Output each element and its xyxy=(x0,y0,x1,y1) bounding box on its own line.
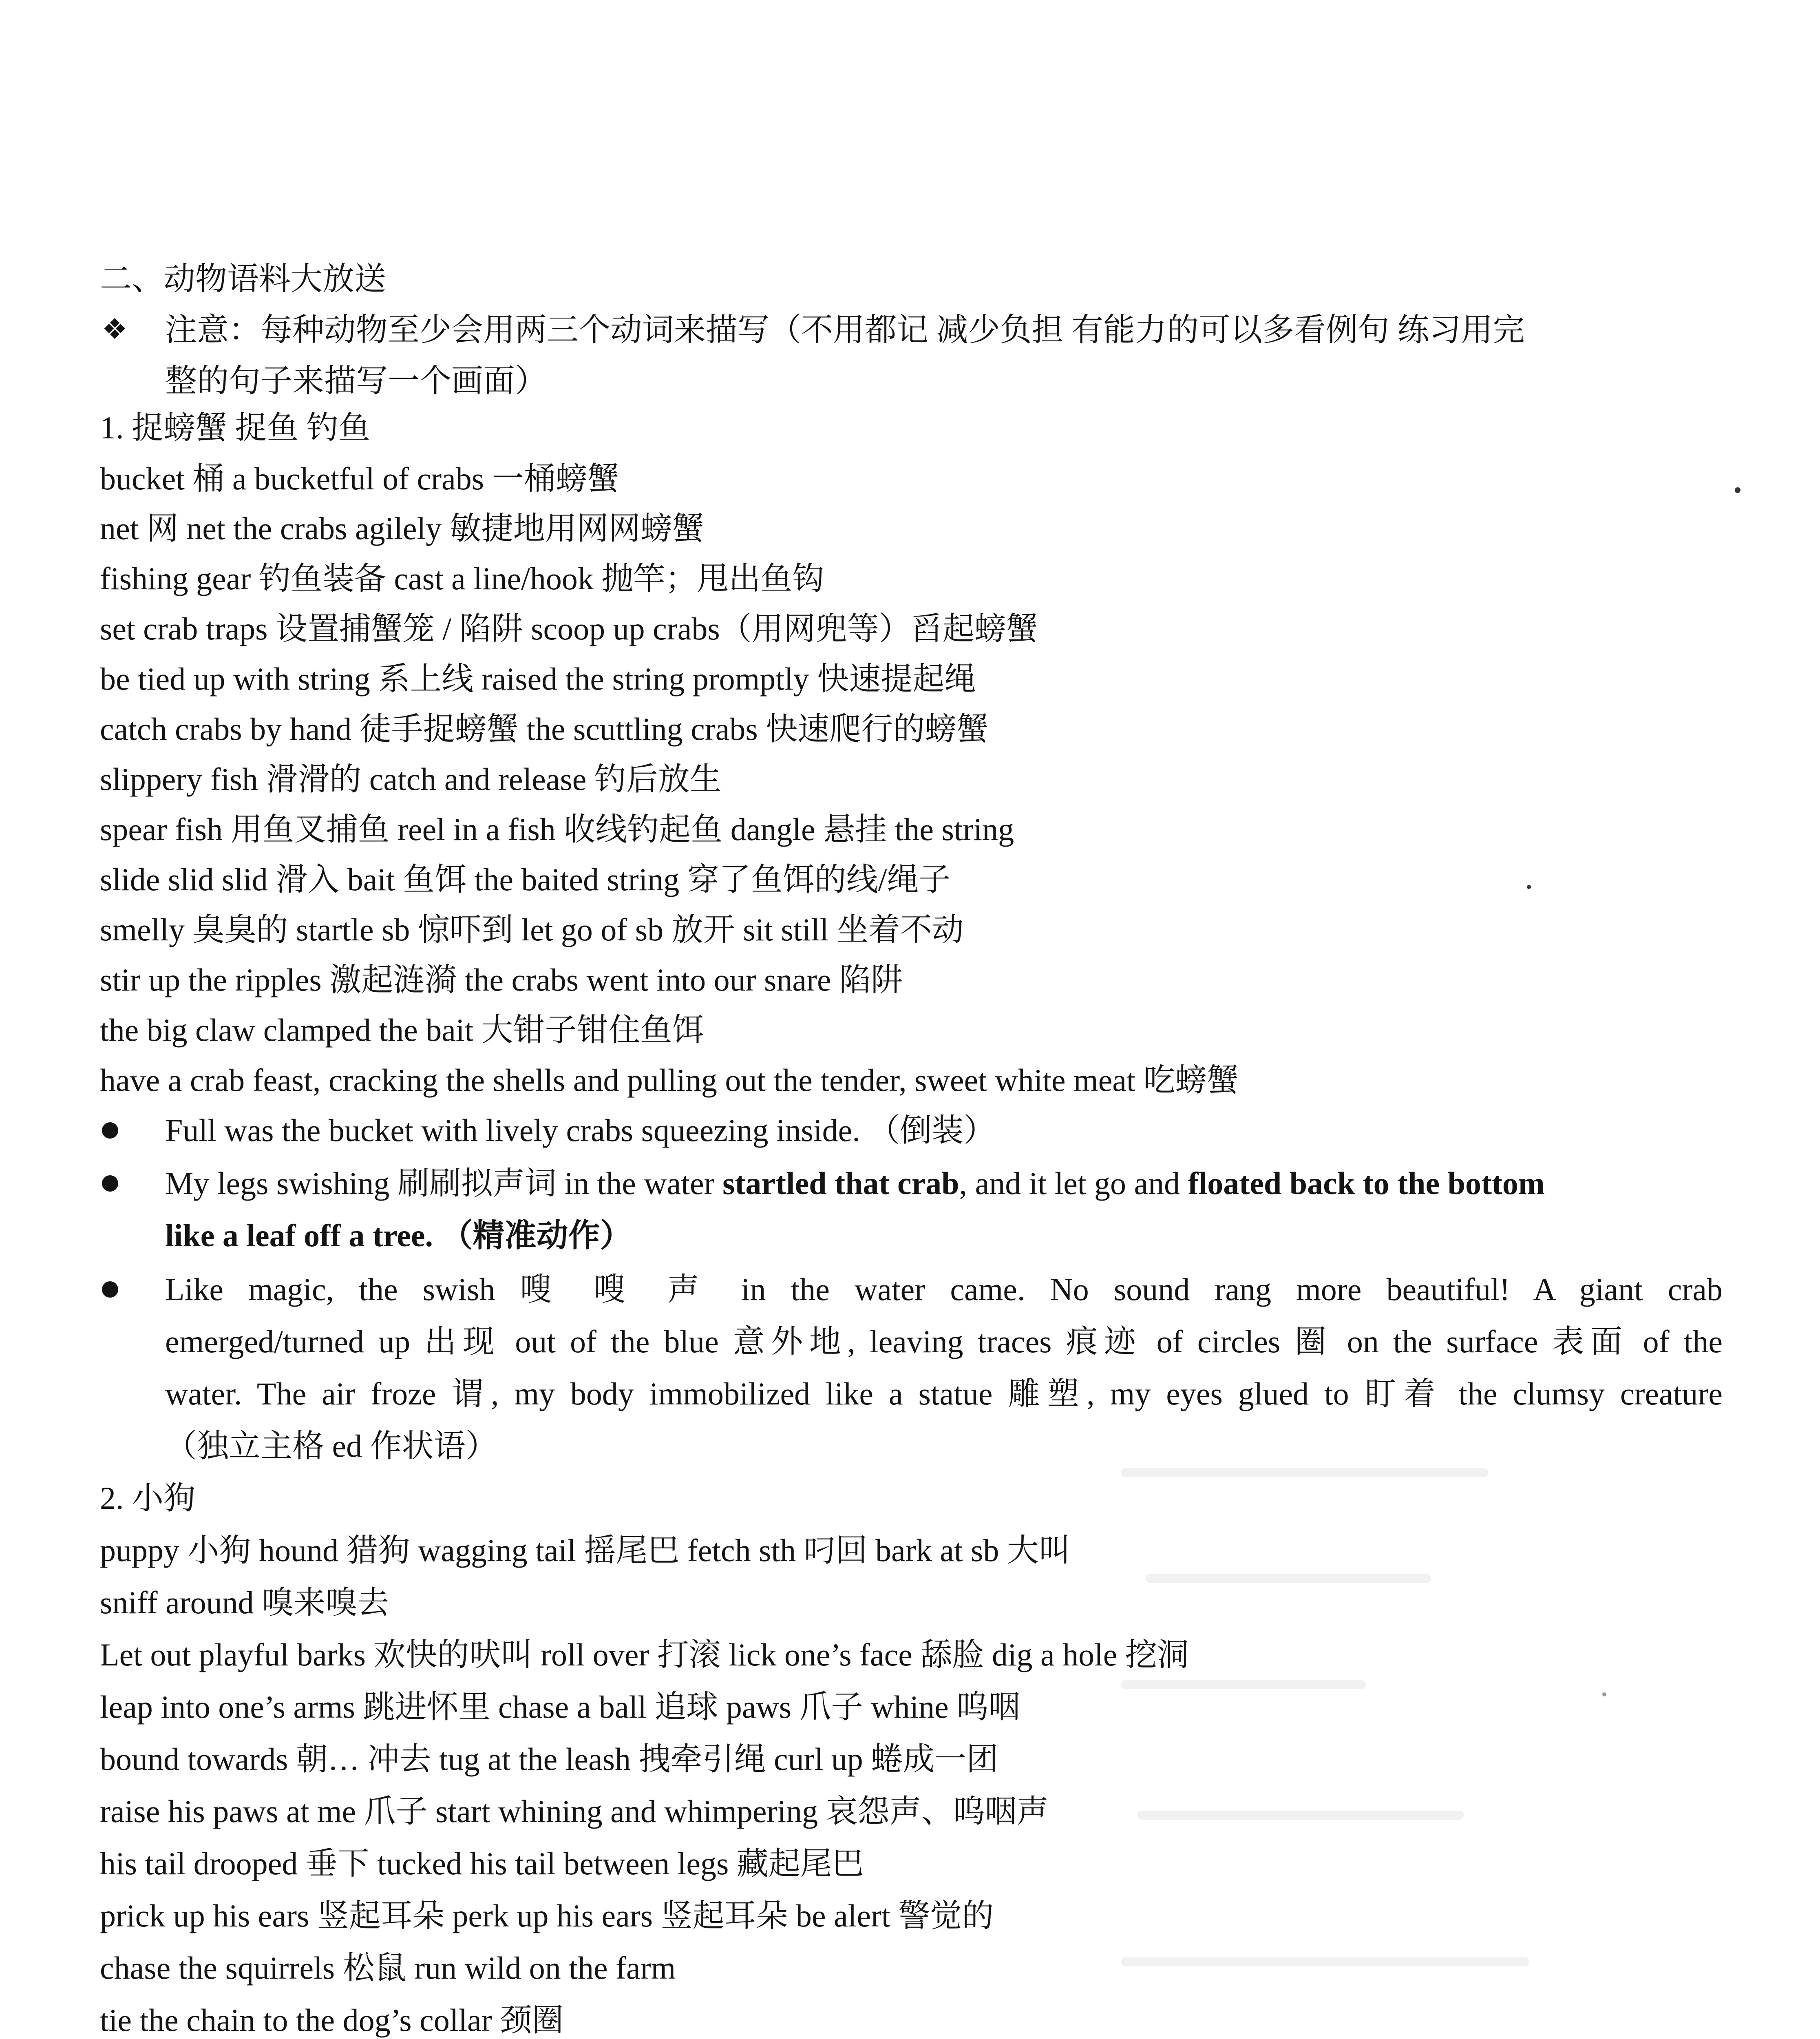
vocab-line: sniff around 嗅来嗅去 xyxy=(100,1585,389,1620)
part2-heading: 2. 小狗 xyxy=(100,1480,196,1516)
bullet-dot xyxy=(102,1122,118,1139)
scan-speck xyxy=(1735,487,1740,493)
vocab-line: stir up the ripples 激起涟漪 the crabs went into our snare 陷阱 xyxy=(100,962,903,997)
vocab-line: slide slid slid 滑入 bait 鱼饵 the baited string 穿了鱼饵的线/绳子 xyxy=(100,862,951,897)
example-sentence-3-line-2: emerged/turned up 出现 out of the blue 意外地, leaving traces 痕迹 of circles 圈 on the surface 表面 of the xyxy=(165,1324,1723,1359)
vocab-line: chase the squirrels 松鼠 run wild on the farm xyxy=(100,1950,676,1986)
example-sentence-2-line-2 xyxy=(165,1210,1796,1262)
example-sentence-3-line-4: （独立主格 ed 作状语） xyxy=(165,1428,497,1464)
vocab-line: tie the chain to the dog’s collar 颈圈 xyxy=(100,2002,564,2038)
bleed-through-texture xyxy=(1121,1452,1631,2039)
vocab-line: set crab traps 设置捕蟹笼 / 陷阱 scoop up crabs（用网兜等）舀起螃蟹 xyxy=(100,611,1038,646)
vocab-line: net 网 net the crabs agilely 敏捷地用网网螃蟹 xyxy=(100,511,704,546)
note-diamond-icon: ❖ xyxy=(102,314,128,345)
vocab-line: catch crabs by hand 徒手捉螃蟹 the scuttling crabs 快速爬行的螃蟹 xyxy=(100,711,989,747)
vocab-line: puppy 小狗 hound 猎狗 wagging tail 摇尾巴 fetch sth 叼回 bark at sb 大叫 xyxy=(100,1533,1071,1568)
example-sentence-3-line-1: Like magic, the swish 嗖 嗖 声 in the water came. No sound rang more beautiful! A giant crab xyxy=(165,1272,1723,1307)
vocab-line: be tied up with string 系上线 raised the string promptly 快速提起绳 xyxy=(100,661,976,697)
bullet-dot xyxy=(102,1281,118,1298)
vocab-line: Let out playful barks 欢快的吠叫 roll over 打滚 lick one’s face 舔脸 dig a hole 挖洞 xyxy=(100,1637,1189,1672)
sentence-2-part-c: , and it let go and xyxy=(959,1165,1188,1201)
sentence-2-bold-floated: floated back to the bottom xyxy=(1188,1165,1545,1201)
scan-speck xyxy=(1527,885,1531,889)
vocab-line: bound towards 朝… 冲去 tug at the leash 拽牵引绳 curl up 蜷成一团 xyxy=(100,1741,998,1777)
vocab-line: the big claw clamped the bait 大钳子钳住鱼饵 xyxy=(100,1012,704,1048)
sentence-2-bold-startled: startled that crab xyxy=(722,1165,959,1201)
example-sentence-2-line-1 xyxy=(165,1157,1796,1210)
part1-heading: 1. 捉螃蟹 捉鱼 钓鱼 xyxy=(100,410,371,445)
sentence-2-part-a: My legs swishing 刷刷拟声词 in the water xyxy=(165,1165,723,1201)
vocab-line: smelly 臭臭的 startle sb 惊吓到 let go of sb 放开 sit still 坐着不动 xyxy=(100,912,964,947)
vocab-line: raise his paws at me 爪子 start whining and whimpering 哀怨声、呜咽声 xyxy=(100,1794,1049,1829)
vocab-line: fishing gear 钓鱼装备 cast a line/hook 抛竿；甩出鱼钩 xyxy=(100,561,824,596)
vocab-line: slippery fish 滑滑的 catch and release 钓后放生 xyxy=(100,761,722,797)
note-line-2: 整的句子来描写一个画面） xyxy=(165,363,547,398)
vocab-line: spear fish 用鱼叉捕鱼 reel in a fish 收线钓起鱼 dangle 悬挂 the string xyxy=(100,812,1014,847)
note-line-1: 注意：每种动物至少会用两三个动词来描写（不用都记 减少负担 有能力的可以多看例句 练习用完 xyxy=(165,312,1525,347)
vocab-line: bucket 桶 a bucketful of crabs 一桶螃蟹 xyxy=(100,461,619,496)
vocab-line: prick up his ears 竖起耳朵 perk up his ears 竖起耳朵 be alert 警觉的 xyxy=(100,1898,994,1933)
bullet-dot xyxy=(102,1175,118,1192)
vocab-line: have a crab feast, cracking the shells and pulling out the tender, sweet white meat 吃螃蟹 xyxy=(100,1062,1239,1098)
sentence-2-bold-leaf: like a leaf off a tree. （精准动作） xyxy=(165,1218,632,1253)
example-sentence-3-line-3: water. The air froze 谓, my body immobilized like a statue 雕塑, my eyes glued to 盯着 the clumsy creature xyxy=(165,1376,1723,1411)
section-title: 二、动物语料大放送 xyxy=(100,261,387,296)
example-sentence-1: Full was the bucket with lively crabs squeezing inside. （倒装） xyxy=(165,1112,996,1148)
scan-speck xyxy=(1602,1692,1606,1696)
vocab-line: his tail drooped 垂下 tucked his tail between legs 藏起尾巴 xyxy=(100,1846,864,1881)
vocab-line: leap into one’s arms 跳进怀里 chase a ball 追球 paws 爪子 whine 呜咽 xyxy=(100,1689,1020,1725)
